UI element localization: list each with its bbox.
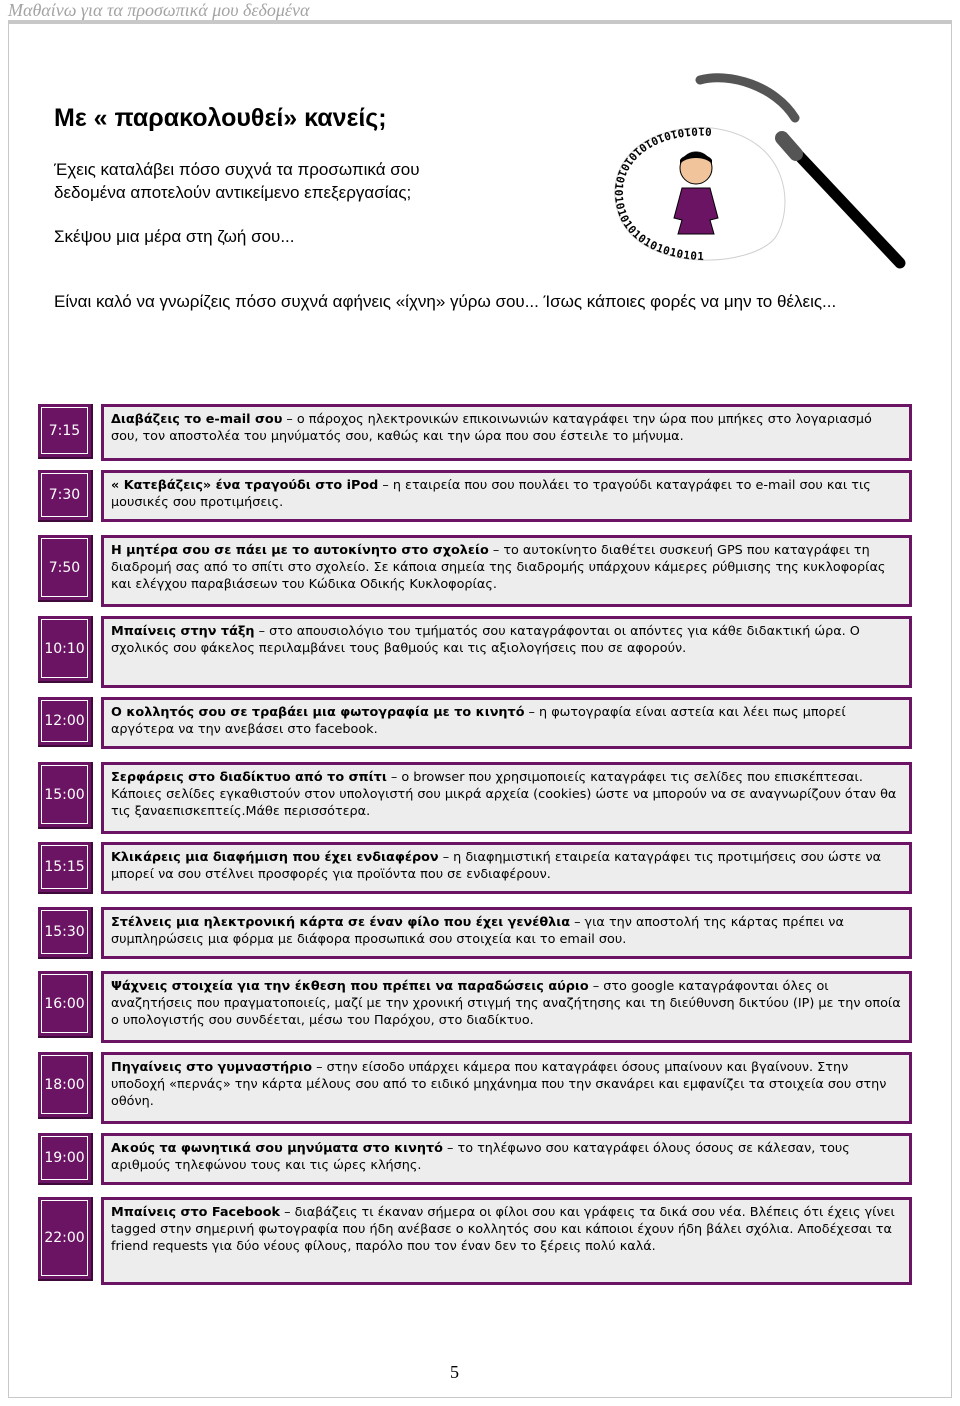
running-header: Μαθαίνω για τα προσωπικά μου δεδομένα — [8, 0, 310, 20]
time-badge — [38, 470, 93, 522]
event-detail: – η διαφημιστική εταιρεία καταγράφει τις προτιμήσεις σου ώστε να μπορεί να σου στέλνει προσφορές για προϊόντα που σε ενδιαφέρουν. — [111, 850, 882, 882]
intro-prompt: Σκέψου μια μέρα στη ζωή σου... — [54, 227, 295, 246]
event-description — [104, 1200, 909, 1282]
page-title: Με « παρακολουθεί» κανείς; — [54, 104, 387, 132]
magnifier-over-person-binary-icon — [600, 68, 920, 288]
event-detail: – στο απουσιολόγιο του τμήματός σου καταγράφονται οι απόντες για κάθε διδακτική ώρα. Ο σχολικός σου φάκελος περιλαμβάνει τους βαθμούς και τις αξιολογήσεις που σε αφορούν. — [111, 624, 860, 656]
time-badge — [38, 762, 93, 829]
event-action: Ψάχνεις στοιχεία για την έκθεση που πρέπει να παραδώσεις αύριο — [111, 979, 589, 994]
event-card — [101, 535, 912, 607]
time-label: 15:15 — [41, 845, 88, 889]
event-card — [101, 1197, 912, 1285]
event-card — [101, 470, 912, 522]
event-card — [101, 697, 912, 749]
event-action: Ο κολλητός σου σε τραβάει μια φωτογραφία με το κινητό — [111, 705, 525, 720]
event-description — [104, 765, 909, 831]
time-label: 12:00 — [41, 700, 88, 742]
person-figure — [674, 152, 718, 234]
event-action: Στέλνεις μια ηλεκτρονική κάρτα σε έναν φίλο που έχει γενέθλια — [111, 915, 570, 930]
page-number: 5 — [450, 1362, 459, 1382]
time-label: 18:00 — [41, 1055, 88, 1114]
time-badge — [38, 535, 93, 602]
event-detail: – η εταιρεία που σου πουλάει το τραγούδι καταγράφει το e-mail σου και τις μουσικές σου προτιμήσεις. — [111, 478, 871, 510]
event-card — [101, 907, 912, 959]
time-badge — [38, 842, 93, 894]
time-badge — [38, 971, 93, 1038]
time-label: 7:50 — [41, 538, 88, 597]
event-detail: – διαβάζεις τι έκαναν σήμερα οι φίλοι σου και γράφεις τα δικά σου νέα. Βλέπεις ότι έχεις γίνει tagged στην σημερινή φωτογραφία που ήδη ανέβασε ο κολλητός σου και κάποιοι έχουν ήδη βάλει σχόλια. Αποδέχεσαι τα friend requests για δύο νέους φίλους, παρόλο που τον έναν δεν το ξέρεις πολύ καλά. — [111, 1205, 895, 1254]
time-label: 10:10 — [41, 619, 88, 678]
event-detail: – το αυτοκίνητο διαθέτει συσκευή GPS που καταγράφει τη διαδρομή σας από το σπίτι στο σχολείο. Σε κάποια σημεία της διαδρομής υπάρχουν κάμερες ρύθμισης της κυκλοφορίας και ελέγχου παραβιάσεων του Κώδικα Οδικής Κυκλοφορίας. — [111, 543, 886, 592]
event-action: Μπαίνεις στην τάξη — [111, 624, 255, 639]
event-card — [101, 762, 912, 834]
time-badge — [38, 404, 93, 459]
event-description — [104, 845, 909, 891]
event-card — [101, 1133, 912, 1185]
event-description — [104, 974, 909, 1040]
event-description — [104, 700, 909, 746]
time-label: 15:00 — [41, 765, 88, 824]
time-label: 22:00 — [41, 1200, 88, 1276]
event-detail: – ο πάροχος ηλεκτρονικών επικοινωνιών καταγράφει την ώρα που μπήκες στο λογαριασμό σου, τον αποστολέα του μηνύματός σου, καθώς και την ώρα που σου έστειλε το μήνυμα. — [111, 412, 872, 444]
event-description — [104, 910, 909, 956]
time-label: 19:00 — [41, 1136, 88, 1180]
time-label: 15:30 — [41, 910, 88, 954]
time-label: 7:15 — [41, 407, 88, 454]
time-label: 16:00 — [41, 974, 88, 1033]
event-description — [104, 1055, 909, 1121]
event-description — [104, 619, 909, 685]
event-action: Διαβάζεις το e-mail σου — [111, 412, 283, 427]
event-card — [101, 616, 912, 688]
event-card — [101, 1052, 912, 1124]
event-detail: – για την αποστολή της κάρτας πρέπει να συμπληρώσεις μια φόρμα με διάφορα προσωπικά σου στοιχεία και το email σου. — [111, 915, 844, 947]
event-action: Σερφάρεις στο διαδίκτυο από το σπίτι — [111, 770, 387, 785]
intro-question: Έχεις καταλάβει πόσο συχνά τα προσωπικά σου δεδομένα αποτελούν αντικείμενο επεξεργασίας; — [54, 160, 420, 202]
event-action: « Κατεβάζεις» ένα τραγούδι στο iPod — [111, 478, 379, 493]
event-action: Κλικάρεις μια διαφήμιση που έχει ενδιαφέρον — [111, 850, 439, 865]
event-action: Πηγαίνεις στο γυμναστήριο — [111, 1060, 313, 1075]
event-card — [101, 842, 912, 894]
time-badge — [38, 616, 93, 683]
magnifier-glass — [700, 78, 900, 263]
time-badge — [38, 907, 93, 959]
binary-text: 010101010101010101010101010101010101 — [611, 124, 713, 264]
event-detail: – ο browser που χρησιμοποιείς καταγράφει τις σελίδες που επισκέπτεσαι. Κάποιες σελίδες εγκαθιστούν στον υπολογιστή σου μικρά αρχεία (cookies) ώστε να μπορούν να σε αναγνωρίζουν όταν θα τις ξαναεπισκεπτείς.Μάθε περισσότερα. — [111, 770, 897, 819]
event-card — [101, 404, 912, 461]
time-label: 7:30 — [41, 473, 88, 517]
event-description — [104, 1136, 909, 1182]
time-badge — [38, 1197, 93, 1281]
time-badge — [38, 1133, 93, 1185]
event-action: Η μητέρα σου σε πάει με το αυτοκίνητο στο σχολείο — [111, 543, 489, 558]
event-description — [104, 473, 909, 519]
event-description — [104, 407, 909, 458]
event-card — [101, 971, 912, 1043]
event-detail: – το τηλέφωνο σου καταγράφει όλους όσους σε κάλεσαν, τους αριθμούς τηλεφώνου τους και τις ώρες κλήσης. — [111, 1141, 850, 1173]
event-action: Μπαίνεις στο Facebook — [111, 1205, 281, 1220]
event-detail: – η φωτογραφία είναι αστεία και λέει πως μπορεί αργότερα να την ανεβάσει στο facebook. — [111, 705, 846, 737]
event-detail: – στο google καταγράφονται όλες οι αναζητήσεις που πραγματοποιείς, μαζί με την χρονική στιγμή της αναζήτησης και τη διεύθυνση δικτύου (IP) με την οποία ο υπολογιστής σου συνδέεται, μέσω του Παρόχου, στο διαδίκτυο. — [111, 979, 901, 1028]
event-action: Ακούς τα φωνητικά σου μηνύματα στο κινητό — [111, 1141, 443, 1156]
event-detail: – στην είσοδο υπάρχει κάμερα που καταγράφει όσους μπαίνουν και βγαίνουν. Στην υποδοχή «περνάς» την κάρτα μέλους σου από το ειδικό μηχάνημα που την σκανάρει και εμφανίζει τα στοιχεία σου στην οθόνη. — [111, 1060, 887, 1109]
time-badge — [38, 1052, 93, 1119]
intro-note: Είναι καλό να γνωρίζεις πόσο συχνά αφήνεις «ίχνη» γύρω σου... Ίσως κάποιες φορές να μην το θέλεις... — [54, 292, 837, 311]
time-badge — [38, 697, 93, 747]
event-description — [104, 538, 909, 604]
